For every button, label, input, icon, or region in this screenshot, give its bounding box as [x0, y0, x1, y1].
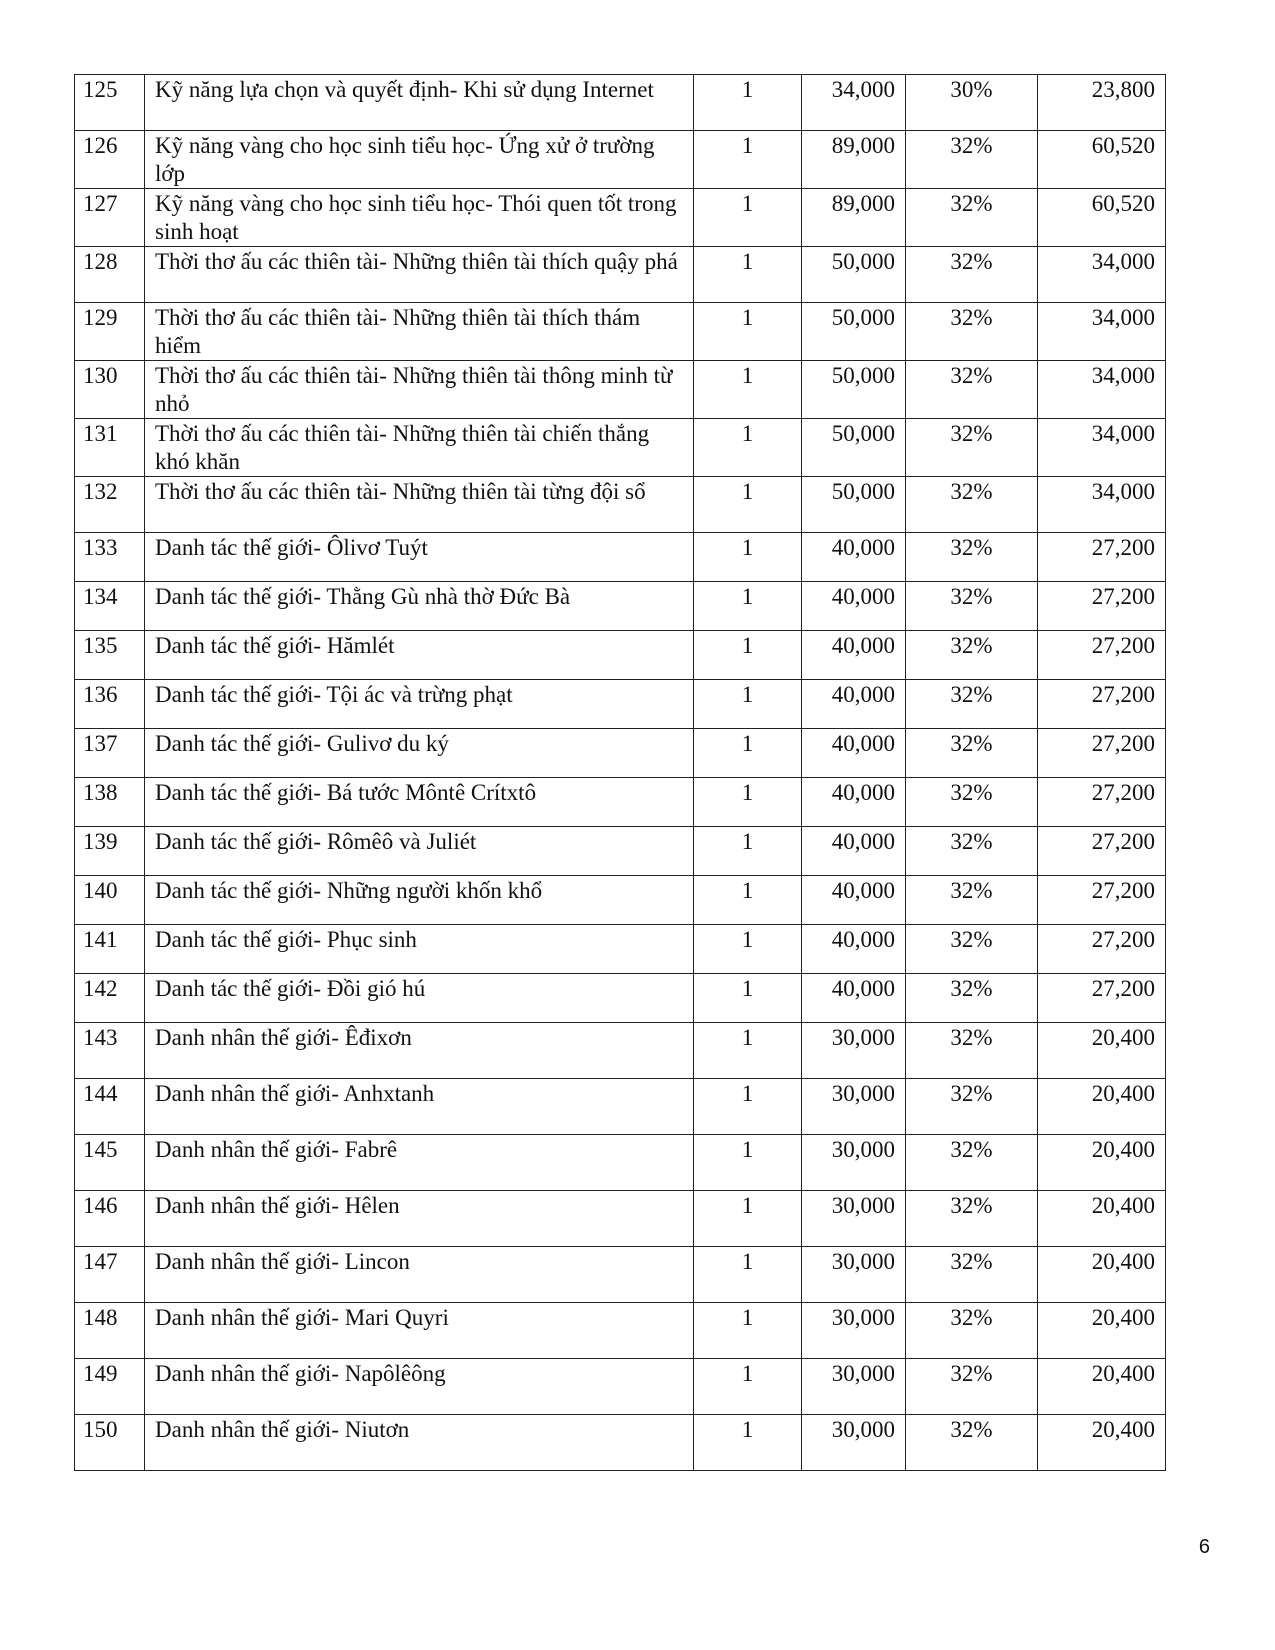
table-row [75, 925, 1166, 974]
table-row [75, 1247, 1166, 1303]
discount-rate: 32% [906, 582, 1038, 631]
total-price: 34,000 [1038, 361, 1166, 419]
discount-rate: 32% [906, 477, 1038, 533]
discount-rate: 32% [906, 680, 1038, 729]
book-title: Thời thơ ấu các thiên tài- Những thiên tài thông minh từ nhỏ [145, 361, 694, 419]
total-price: 27,200 [1038, 582, 1166, 631]
discount-rate: 32% [906, 1303, 1038, 1359]
total-price: 34,000 [1038, 477, 1166, 533]
unit-price: 30,000 [802, 1191, 906, 1247]
quantity: 1 [694, 631, 802, 680]
row-number: 143 [75, 1023, 145, 1079]
quantity: 1 [694, 131, 802, 189]
discount-rate: 32% [906, 419, 1038, 477]
row-number: 141 [75, 925, 145, 974]
quantity: 1 [694, 974, 802, 1023]
discount-rate: 32% [906, 1023, 1038, 1079]
table-row [75, 827, 1166, 876]
book-title: Kỹ năng vàng cho học sinh tiểu học- Ứng xử ở trường lớp [145, 131, 694, 189]
discount-rate: 32% [906, 1415, 1038, 1471]
total-price: 27,200 [1038, 876, 1166, 925]
book-title: Danh tác thế giới- Bá tước Môntê Crítxtô [145, 778, 694, 827]
quantity: 1 [694, 1415, 802, 1471]
table-row [75, 303, 1166, 361]
quantity: 1 [694, 876, 802, 925]
row-number: 144 [75, 1079, 145, 1135]
row-number: 125 [75, 75, 145, 131]
unit-price: 30,000 [802, 1415, 906, 1471]
table-row [75, 1415, 1166, 1471]
total-price: 27,200 [1038, 974, 1166, 1023]
table-row [75, 1359, 1166, 1415]
discount-rate: 32% [906, 876, 1038, 925]
row-number: 140 [75, 876, 145, 925]
unit-price: 34,000 [802, 75, 906, 131]
book-title: Kỹ năng lựa chọn và quyết định- Khi sử dụng Internet [145, 75, 694, 131]
table-row [75, 729, 1166, 778]
row-number: 129 [75, 303, 145, 361]
total-price: 20,400 [1038, 1135, 1166, 1191]
unit-price: 30,000 [802, 1135, 906, 1191]
table-row [75, 247, 1166, 303]
row-number: 147 [75, 1247, 145, 1303]
discount-rate: 30% [906, 75, 1038, 131]
discount-rate: 32% [906, 729, 1038, 778]
row-number: 133 [75, 533, 145, 582]
quantity: 1 [694, 533, 802, 582]
quantity: 1 [694, 247, 802, 303]
total-price: 27,200 [1038, 533, 1166, 582]
row-number: 138 [75, 778, 145, 827]
table-row [75, 631, 1166, 680]
table-row [75, 876, 1166, 925]
table-row [75, 974, 1166, 1023]
discount-rate: 32% [906, 778, 1038, 827]
book-title: Danh nhân thế giới- Hêlen [145, 1191, 694, 1247]
row-number: 142 [75, 974, 145, 1023]
discount-rate: 32% [906, 1191, 1038, 1247]
quantity: 1 [694, 1135, 802, 1191]
book-title: Thời thơ ấu các thiên tài- Những thiên tài chiến thắng khó khăn [145, 419, 694, 477]
discount-rate: 32% [906, 533, 1038, 582]
book-title: Danh nhân thế giới- Fabrê [145, 1135, 694, 1191]
discount-rate: 32% [906, 361, 1038, 419]
unit-price: 40,000 [802, 631, 906, 680]
row-number: 135 [75, 631, 145, 680]
table-row [75, 1135, 1166, 1191]
total-price: 23,800 [1038, 75, 1166, 131]
total-price: 20,400 [1038, 1303, 1166, 1359]
book-title: Danh tác thế giới- Gulivơ du ký [145, 729, 694, 778]
total-price: 34,000 [1038, 303, 1166, 361]
row-number: 130 [75, 361, 145, 419]
row-number: 145 [75, 1135, 145, 1191]
book-title: Danh nhân thế giới- Niutơn [145, 1415, 694, 1471]
total-price: 20,400 [1038, 1247, 1166, 1303]
book-title: Kỹ năng vàng cho học sinh tiểu học- Thói quen tốt trong sinh hoạt [145, 189, 694, 247]
row-number: 148 [75, 1303, 145, 1359]
table-row [75, 1079, 1166, 1135]
unit-price: 40,000 [802, 533, 906, 582]
unit-price: 30,000 [802, 1079, 906, 1135]
book-price-table [74, 74, 1166, 1471]
row-number: 139 [75, 827, 145, 876]
book-title: Danh tác thế giới- Những người khốn khổ [145, 876, 694, 925]
total-price: 27,200 [1038, 925, 1166, 974]
row-number: 136 [75, 680, 145, 729]
total-price: 27,200 [1038, 729, 1166, 778]
book-title: Danh tác thế giới- Thằng Gù nhà thờ Đức Bà [145, 582, 694, 631]
unit-price: 40,000 [802, 778, 906, 827]
quantity: 1 [694, 778, 802, 827]
table-row [75, 419, 1166, 477]
discount-rate: 32% [906, 189, 1038, 247]
table-row [75, 1303, 1166, 1359]
table-row [75, 582, 1166, 631]
table-body [75, 75, 1166, 1471]
unit-price: 40,000 [802, 827, 906, 876]
book-title: Danh tác thế giới- Phục sinh [145, 925, 694, 974]
quantity: 1 [694, 75, 802, 131]
unit-price: 40,000 [802, 876, 906, 925]
row-number: 132 [75, 477, 145, 533]
quantity: 1 [694, 1359, 802, 1415]
book-title: Danh tác thế giới- Đồi gió hú [145, 974, 694, 1023]
discount-rate: 32% [906, 1079, 1038, 1135]
discount-rate: 32% [906, 1359, 1038, 1415]
total-price: 27,200 [1038, 827, 1166, 876]
unit-price: 30,000 [802, 1303, 906, 1359]
book-title: Danh nhân thế giới- Napôlêông [145, 1359, 694, 1415]
discount-rate: 32% [906, 131, 1038, 189]
total-price: 34,000 [1038, 247, 1166, 303]
unit-price: 30,000 [802, 1023, 906, 1079]
table-row [75, 1023, 1166, 1079]
row-number: 149 [75, 1359, 145, 1415]
row-number: 128 [75, 247, 145, 303]
total-price: 34,000 [1038, 419, 1166, 477]
unit-price: 50,000 [802, 477, 906, 533]
row-number: 127 [75, 189, 145, 247]
discount-rate: 32% [906, 925, 1038, 974]
unit-price: 89,000 [802, 189, 906, 247]
quantity: 1 [694, 1079, 802, 1135]
unit-price: 50,000 [802, 419, 906, 477]
total-price: 60,520 [1038, 189, 1166, 247]
total-price: 27,200 [1038, 631, 1166, 680]
quantity: 1 [694, 303, 802, 361]
total-price: 20,400 [1038, 1023, 1166, 1079]
table-row [75, 361, 1166, 419]
unit-price: 50,000 [802, 361, 906, 419]
book-title: Danh tác thế giới- Rômêô và Juliét [145, 827, 694, 876]
quantity: 1 [694, 582, 802, 631]
quantity: 1 [694, 419, 802, 477]
table-row [75, 75, 1166, 131]
discount-rate: 32% [906, 974, 1038, 1023]
unit-price: 40,000 [802, 925, 906, 974]
discount-rate: 32% [906, 1135, 1038, 1191]
unit-price: 89,000 [802, 131, 906, 189]
quantity: 1 [694, 729, 802, 778]
total-price: 27,200 [1038, 680, 1166, 729]
book-title: Danh nhân thế giới- Anhxtanh [145, 1079, 694, 1135]
row-number: 131 [75, 419, 145, 477]
discount-rate: 32% [906, 631, 1038, 680]
row-number: 146 [75, 1191, 145, 1247]
discount-rate: 32% [906, 1247, 1038, 1303]
quantity: 1 [694, 1023, 802, 1079]
quantity: 1 [694, 1247, 802, 1303]
table-row [75, 778, 1166, 827]
quantity: 1 [694, 189, 802, 247]
unit-price: 40,000 [802, 729, 906, 778]
total-price: 20,400 [1038, 1079, 1166, 1135]
quantity: 1 [694, 1191, 802, 1247]
unit-price: 40,000 [802, 582, 906, 631]
total-price: 60,520 [1038, 131, 1166, 189]
total-price: 20,400 [1038, 1359, 1166, 1415]
total-price: 27,200 [1038, 778, 1166, 827]
row-number: 134 [75, 582, 145, 631]
discount-rate: 32% [906, 827, 1038, 876]
page-number: 6 [1198, 1536, 1210, 1558]
row-number: 137 [75, 729, 145, 778]
quantity: 1 [694, 477, 802, 533]
book-title: Danh tác thế giới- Ôlivơ Tuýt [145, 533, 694, 582]
table-row [75, 680, 1166, 729]
unit-price: 50,000 [802, 247, 906, 303]
book-title: Thời thơ ấu các thiên tài- Những thiên tài thích thám hiểm [145, 303, 694, 361]
quantity: 1 [694, 827, 802, 876]
unit-price: 50,000 [802, 303, 906, 361]
unit-price: 40,000 [802, 974, 906, 1023]
quantity: 1 [694, 361, 802, 419]
book-title: Thời thơ ấu các thiên tài- Những thiên tài thích quậy phá [145, 247, 694, 303]
discount-rate: 32% [906, 303, 1038, 361]
unit-price: 40,000 [802, 680, 906, 729]
table-row [75, 189, 1166, 247]
table-row [75, 477, 1166, 533]
discount-rate: 32% [906, 247, 1038, 303]
book-title: Danh tác thế giới- Tội ác và trừng phạt [145, 680, 694, 729]
book-title: Danh nhân thế giới- Mari Quyri [145, 1303, 694, 1359]
book-title: Danh tác thế giới- Hămlét [145, 631, 694, 680]
total-price: 20,400 [1038, 1415, 1166, 1471]
book-title: Danh nhân thế giới- Êđixơn [145, 1023, 694, 1079]
unit-price: 30,000 [802, 1359, 906, 1415]
unit-price: 30,000 [802, 1247, 906, 1303]
row-number: 150 [75, 1415, 145, 1471]
quantity: 1 [694, 680, 802, 729]
row-number: 126 [75, 131, 145, 189]
quantity: 1 [694, 1303, 802, 1359]
book-title: Danh nhân thế giới- Lincon [145, 1247, 694, 1303]
table-row [75, 131, 1166, 189]
table-row [75, 1191, 1166, 1247]
table-row [75, 533, 1166, 582]
quantity: 1 [694, 925, 802, 974]
book-title: Thời thơ ấu các thiên tài- Những thiên tài từng đội sổ [145, 477, 694, 533]
total-price: 20,400 [1038, 1191, 1166, 1247]
